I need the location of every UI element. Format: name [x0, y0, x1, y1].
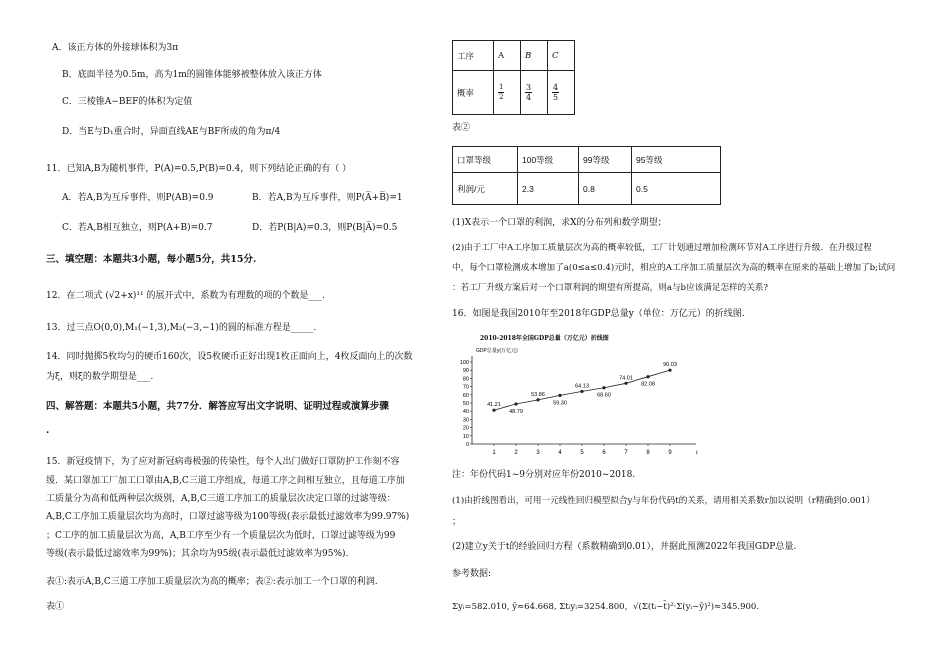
x-tick-label: 8: [646, 450, 650, 456]
table-2-label: 表②: [452, 123, 471, 133]
q15-line-1: 15．新冠疫情下，为了应对新冠病毒极强的传染性，每个人出门做好口罩防护工作刻不容: [46, 457, 400, 467]
data-label: 59.30: [553, 400, 567, 407]
table-1-label: 表①: [46, 602, 65, 612]
q10-option-a: A．该正方体的外接球体积为3π: [52, 43, 179, 53]
y-tick-label: 60: [462, 392, 469, 399]
data-label: 64.13: [575, 383, 589, 390]
q15-part-2-line-2: 中，每个口罩检测成本增加了a(0≤a≤0.4)元时，相应的A工序加工质量层次为高的概率在原来的基础上增加了b;试问: [452, 263, 896, 273]
table-2-cell: 0.8: [579, 173, 632, 205]
q15-part-2-line-3: ：若工厂升级方案后对一个口罩利润的期望有所提高，则a与b应该满足怎样的关系?: [452, 283, 769, 293]
q12: 12．在二项式 (√2+x)¹¹ 的展开式中，系数为有理数的项的个数是___.: [46, 291, 325, 301]
q16-part-1-semicolon: ；: [452, 517, 462, 527]
x-tick-label: 9: [668, 450, 672, 456]
y-tick-label: 30: [462, 417, 469, 424]
table-1-header-cell: 工序: [453, 41, 494, 71]
y-tick-label: 0: [465, 442, 469, 448]
section-4-dot: .: [46, 425, 50, 436]
q15-line-4: A,B,C工序加工质量层次均为高时，口罩过滤等级为100等级(表示最低过滤效率为99.97%): [46, 512, 410, 522]
data-point: [492, 409, 495, 412]
data-point: [602, 386, 605, 389]
table-1-prob-b: $\frac{3}{4}$: [521, 71, 548, 115]
q15-part-2-line-1: (2)由于工厂中A工序加工质量层次为高的概率较低，工厂计划通过增加检测环节对A工序进行升级．在升级过程: [452, 243, 872, 253]
reference-formula: Σyᵢ=582.010, ȳ≈64.668, Σtᵢyᵢ=3254.800，√(Σ(tᵢ−t̄)²·Σ(yᵢ−ȳ)²)≈345.900.: [452, 602, 760, 612]
table-1-header-cell: C: [548, 41, 575, 71]
q13: 13．过三点O(0,0),M₁(−1,3),M₂(−3,−1)的圆的标准方程是_____.: [46, 323, 317, 333]
data-point: [668, 369, 671, 372]
data-label: 41.21: [487, 402, 501, 409]
data-point: [580, 390, 583, 393]
q11-option-c: C．若A,B相互独立，则P(A+B)=0.7: [62, 223, 213, 233]
x-tick-label: 7: [624, 450, 628, 456]
table-2-row-label: 利润/元: [453, 173, 518, 205]
section-3-heading: 三、填空题：本题共3小题，每小题5分，共15分.: [46, 254, 257, 265]
q16-part-2: (2)建立y关于t的经验回归方程（系数精确到0.01），并据此预测2022年我国GDP总量.: [452, 542, 797, 552]
data-point: [514, 402, 517, 405]
y-tick-label: 50: [462, 401, 469, 407]
q15-line-3: 工质量分为高和低两种层次级别，A,B,C三道工序加工的质量层次决定口罩的过滤等级：: [46, 494, 396, 504]
table-1-prob-a: $\frac{1}{2}$: [494, 71, 521, 115]
q11-option-b: B．若A,B为互斥事件，则P(A̅+B̅)=1: [252, 193, 403, 203]
x-tick-label: 2: [514, 450, 518, 456]
data-label: 53.86: [531, 391, 545, 398]
table-2-header-cell: 口罩等级: [453, 147, 518, 173]
y-tick-label: 40: [462, 409, 469, 416]
table-2-header-cell: 95等级: [632, 147, 721, 173]
q10-option-d: D．当E与D₁重合时，异面直线AE与BF所成的角为π/4: [62, 127, 281, 137]
q15-table-note: 表①:表示A,B,C三道工序加工质量层次为高的概率；表②:表示加工一个口罩的利润.: [46, 577, 378, 587]
q15-line-2: 缓．某口罩加工厂加工口罩由A,B,C三道工序组成，每道工序之间相互独立，且每道工序加: [46, 476, 405, 486]
year-note: 注：年份代码1~9分别对应年份2010~2018.: [452, 470, 636, 480]
q11-option-d: D．若P(B|A)=0.3，则P(B|A̅)=0.5: [252, 223, 398, 233]
y-tick-label: 100: [459, 360, 469, 366]
q15-line-5: ；C工序的加工质量层次为高，A,B工序至少有一个质量层次为低时，口罩过滤等级为99: [46, 531, 396, 541]
x-axis-label: t: [696, 450, 698, 456]
x-tick-label: 5: [580, 450, 584, 456]
data-point: [558, 394, 561, 397]
x-tick-label: 6: [602, 450, 606, 456]
q11-stem: 11．已知A,B为随机事件，P(A)=0.5,P(B)=0.4，则下列结论正确的有（ ）: [46, 164, 352, 174]
q16-stem: 16．如图是我国2010年至2018年GDP总量y（单位：万亿元）的折线图.: [452, 309, 745, 319]
q11-option-a: A．若A,B为互斥事件，则P(AB)=0.9: [62, 193, 214, 203]
q15-part-1: (1)X表示一个口罩的利润，求X的分布列和数学期望；: [452, 218, 667, 228]
q14-line-1: 14．同时抛掷5枚均匀的硬币160次，设5枚硬币正好出现1枚正面向上，4枚反面向上的次数: [46, 352, 413, 362]
chart-title: 2010-2018年全国GDP总量（万亿元）折线图: [480, 335, 609, 342]
data-point: [624, 382, 627, 385]
x-tick-label: 1: [492, 450, 496, 456]
q15-line-6: 等级(表示最低过滤效率为99%)；其余均为95级(表示最低过滤效率为95%).: [46, 549, 349, 559]
q10-option-c: C．三棱锥A−BEF的体积为定值: [62, 97, 193, 107]
y-tick-label: 80: [462, 376, 469, 383]
x-tick-label: 3: [536, 450, 540, 456]
data-label: 74.01: [619, 375, 633, 382]
y-tick-label: 20: [462, 425, 469, 432]
data-label: 68.60: [597, 392, 611, 399]
reference-data-label: 参考数据:: [452, 569, 492, 579]
data-point: [646, 375, 649, 378]
table-1-header-cell: A: [494, 41, 521, 71]
table-1: [452, 40, 575, 115]
data-label: 90.03: [663, 362, 677, 369]
x-tick-label: 4: [558, 450, 562, 456]
section-4-heading: 四、解答题：本题共5小题，共77分．解答应写出文字说明、证明过程或演算步骤: [46, 401, 389, 412]
data-point: [536, 398, 539, 401]
q16-part-1: (1)由折线图看出，可用一元线性回归模型拟合y与年份代码t的关系，请用相关系数r加以说明（r精确到0.001）: [452, 496, 875, 506]
table-2-cell: 2.3: [518, 173, 579, 205]
y-tick-label: 70: [462, 384, 469, 391]
table-1-header-cell: B: [521, 41, 548, 71]
y-tick-label: 90: [462, 368, 469, 375]
table-2-header-cell: 100等级: [518, 147, 579, 173]
table-2: [452, 146, 721, 205]
gdp-line-chart: [452, 340, 702, 460]
y-axis-label: GDP总量y(万亿元): [476, 348, 518, 354]
q14-line-2: 为ξ，则ξ的数学期望是___.: [46, 372, 154, 382]
table-1-prob-c: $\frac{4}{5}$: [548, 71, 575, 115]
data-label: 48.79: [509, 408, 523, 415]
table-1-row-label: 概率: [453, 71, 494, 115]
y-tick-label: 10: [462, 433, 469, 440]
table-2-header-cell: 99等级: [579, 147, 632, 173]
data-label: 82.08: [641, 381, 655, 388]
q10-option-b: B．底面半径为0.5m，高为1m的圆锥体能够被整体放入该正方体: [62, 70, 322, 80]
table-2-cell: 0.5: [632, 173, 721, 205]
